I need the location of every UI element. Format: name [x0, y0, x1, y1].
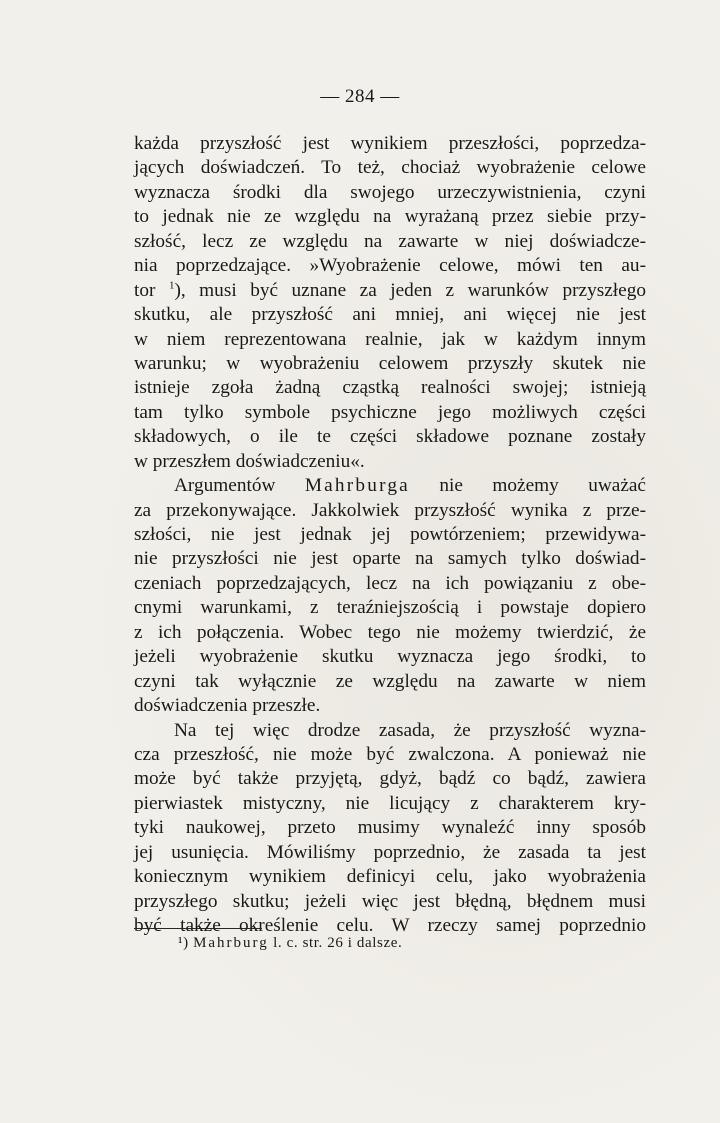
- line-fragment: Argumentów: [174, 475, 305, 497]
- text-line: cnymi warunkami, z teraźniejszością i powstaje dopiero: [134, 597, 646, 619]
- text-line: być także określenie celu. W rzeczy samej poprzednio: [134, 915, 646, 936]
- footnote-reference-marker: 1: [168, 279, 175, 292]
- text-line: [134, 474, 646, 498]
- text-line: skutku, ale przyszłość ani mniej, ani więcej nie jest: [134, 304, 646, 326]
- text-line: tyki naukowej, przeto musimy wynaleźć inny sposób: [134, 817, 646, 839]
- body-text: [134, 132, 646, 938]
- text-line: za przekonywające. Jakkolwiek przyszłość wynika z prze-: [134, 499, 646, 521]
- text-line: cza przeszłość, nie może być zwalczona. A ponieważ nie: [134, 743, 646, 765]
- text-line: warunku; w wyobrażeniu celowem przyszły skutek nie: [134, 352, 646, 374]
- text-line: jej usunięcia. Mówiliśmy poprzednio, że zasada ta jest: [134, 841, 646, 863]
- text-line: w niem reprezentowana realnie, jak w każdym innym: [134, 328, 646, 350]
- text-line: czyni tak wyłącznie ze względu na zawarte w niem: [134, 670, 646, 692]
- text-line: czeniach poprzedzających, lecz na ich powiązaniu z obe-: [134, 572, 646, 594]
- line-fragment: nie możemy uważać: [409, 475, 646, 497]
- text-line: jących doświadczeń. To też, chociaż wyobrażenie celowe: [134, 157, 646, 179]
- text-line: w przeszłem doświadczeniu«.: [134, 450, 365, 472]
- text-line: każda przyszłość jest wynikiem przeszłości, poprzedza-: [134, 133, 646, 154]
- text-line: doświadczenia przeszłe.: [134, 695, 321, 717]
- footnote-rule: [134, 928, 262, 929]
- text-line: istnieje zgoła żadną cząstką realności swojej; istnieją: [134, 377, 646, 399]
- line-fragment: tor: [134, 279, 169, 301]
- text-line: nia poprzedzające. »Wyobrażenie celowe, mówi ten au-: [134, 255, 646, 277]
- text-line: może być także przyjętą, gdyż, bądź co bądź, zawiera: [134, 768, 646, 790]
- page-number: — 284 —: [320, 86, 400, 107]
- author-name: Mahrburga: [304, 475, 410, 497]
- text-line: składowych, o ile te części składowe poznane zostały: [134, 426, 646, 448]
- text-line: szłość, lecz ze względu na zawarte w niej doświadcze-: [134, 230, 646, 252]
- text-line: Na tej więc drodze zasada, że przyszłość wyzna-: [174, 719, 646, 741]
- text-line: nie przyszłości nie jest oparte na samych tylko doświad-: [134, 548, 646, 570]
- text-line: [134, 279, 646, 303]
- text-line: z ich połączenia. Wobec tego nie możemy twierdzić, że: [134, 621, 646, 643]
- text-line: jeżeli wyobrażenie skutku wyznacza jego środki, to: [134, 646, 646, 668]
- text-line: koniecznym wynikiem definicyi celu, jako wyobrażenia: [134, 866, 646, 888]
- text-line: wyznacza środki dla swojego urzeczywistnienia, czyni: [134, 181, 646, 203]
- footnote-marker: ¹): [178, 935, 189, 951]
- text-line: pierwiastek mistyczny, nie licujący z charakterem kry-: [134, 792, 646, 814]
- text-line: tam tylko symbole psychiczne jego możliwych części: [134, 401, 646, 423]
- line-fragment: ), musi być uznane za jeden z warunków przyszłego: [174, 279, 646, 301]
- text-line: przyszłego skutku; jeżeli więc jest błędną, błędnem musi: [134, 890, 646, 912]
- footnote-reference: l. c. str. 26 i dalsze.: [273, 935, 403, 951]
- text-line: szłości, nie jest jednak jej powtórzeniem; przewidywa-: [134, 524, 646, 545]
- footnote-author: Mahrburg: [193, 935, 269, 951]
- text-line: to jednak nie ze względu na wyrażaną przez siebie przy-: [134, 206, 646, 228]
- footnote: [178, 935, 402, 952]
